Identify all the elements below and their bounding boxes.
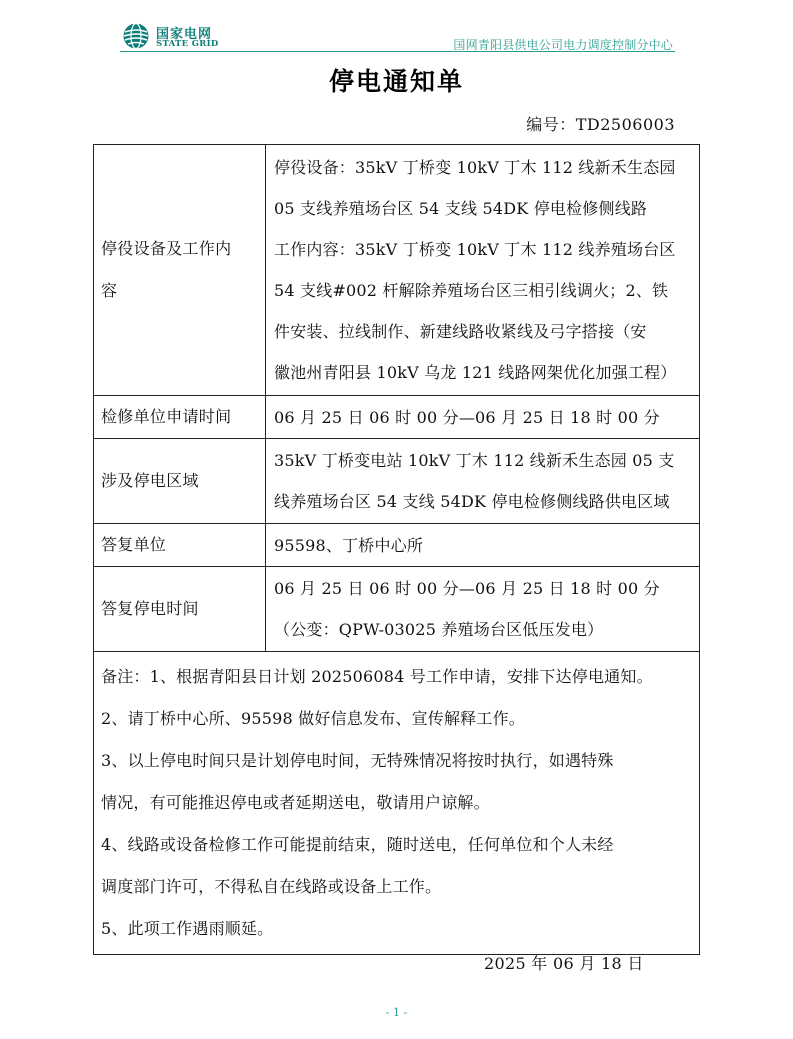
note-line: 备注：1、根据青阳县日计划 202506084 号工作申请，安排下达停电通知。 <box>101 667 653 686</box>
table-row-area <box>94 439 700 524</box>
equipment-value-line: 54 支线#002 杆解除养殖场台区三相引线调火；2、铁 <box>274 281 669 300</box>
equipment-label-line: 停役设备及工作内 <box>101 239 232 258</box>
request-time-label: 检修单位申请时间 <box>94 396 266 439</box>
table-row-reply-time <box>94 567 700 652</box>
area-value-line: 线养殖场台区 54 支线 54DK 停电检修侧线路供电区域 <box>274 492 670 511</box>
area-value-line: 35kV 丁桥变电站 10kV 丁木 112 线新禾生态园 05 支 <box>274 451 675 470</box>
note-line: 2、请丁桥中心所、95598 做好信息发布、宣传解释工作。 <box>101 709 525 728</box>
request-time-value: 06 月 25 日 06 时 00 分—06 月 25 日 18 时 00 分 <box>266 396 700 439</box>
state-grid-logo <box>122 22 242 52</box>
notice-table <box>93 144 700 955</box>
equipment-value-line: 停役设备：35kV 丁桥变 10kV 丁木 112 线新禾生态园 <box>274 158 676 177</box>
table-row-equipment <box>94 145 700 396</box>
issue-date: 2025 年 06 月 18 日 <box>484 954 644 973</box>
document-title: 停电通知单 <box>328 67 464 96</box>
logo-english-text: STATE GRID <box>156 39 219 49</box>
page-number: - 1 - <box>385 1006 408 1019</box>
reply-unit-value: 95598、丁桥中心所 <box>266 524 700 567</box>
table-row-request-time <box>94 396 700 439</box>
table-row-notes <box>94 652 700 955</box>
equipment-label-line: 容 <box>101 281 118 300</box>
note-line: 3、以上停电时间只是计划停电时间，无特殊情况将按时执行，如遇特殊 <box>101 751 614 770</box>
equipment-value <box>266 145 700 396</box>
area-value <box>266 439 700 524</box>
header-divider <box>120 51 675 52</box>
note-line: 情况，有可能推迟停电或者延期送电，敬请用户谅解。 <box>101 793 490 812</box>
equipment-value-line: 件安装、拉线制作、新建线路收紧线及弓字搭接（安 <box>274 322 647 341</box>
equipment-value-line: 05 支线养殖场台区 54 支线 54DK 停电检修侧线路 <box>274 199 648 218</box>
note-line: 4、线路或设备检修工作可能提前结束，随时送电，任何单位和个人未经 <box>101 835 614 854</box>
note-line: 5、此项工作遇雨顺延。 <box>101 919 274 938</box>
organization-name: 国网青阳县供电公司电力调度控制分中心 <box>453 38 673 52</box>
document-number: 编号：TD2506003 <box>526 115 675 134</box>
equipment-label <box>94 145 266 396</box>
table-row-reply-unit <box>94 524 700 567</box>
note-line: 调度部门许可，不得私自在线路或设备上工作。 <box>101 877 442 896</box>
equipment-value-line: 徽池州青阳县 10kV 乌龙 121 线路网架优化加强工程） <box>274 363 677 382</box>
state-grid-globe-icon <box>122 22 150 50</box>
page-header <box>0 0 793 60</box>
reply-time-value-line: （公变：QPW-03025 养殖场台区低压发电） <box>274 620 604 639</box>
reply-unit-label: 答复单位 <box>94 524 266 567</box>
area-label: 涉及停电区域 <box>94 439 266 524</box>
notes-cell <box>94 652 700 955</box>
reply-time-value-line: 06 月 25 日 06 时 00 分—06 月 25 日 18 时 00 分 <box>274 579 660 598</box>
logo-chinese-text: 国家电网 <box>156 27 213 42</box>
reply-time-label: 答复停电时间 <box>94 567 266 652</box>
equipment-value-line: 工作内容：35kV 丁桥变 10kV 丁木 112 线养殖场台区 <box>274 240 676 259</box>
reply-time-value <box>266 567 700 652</box>
